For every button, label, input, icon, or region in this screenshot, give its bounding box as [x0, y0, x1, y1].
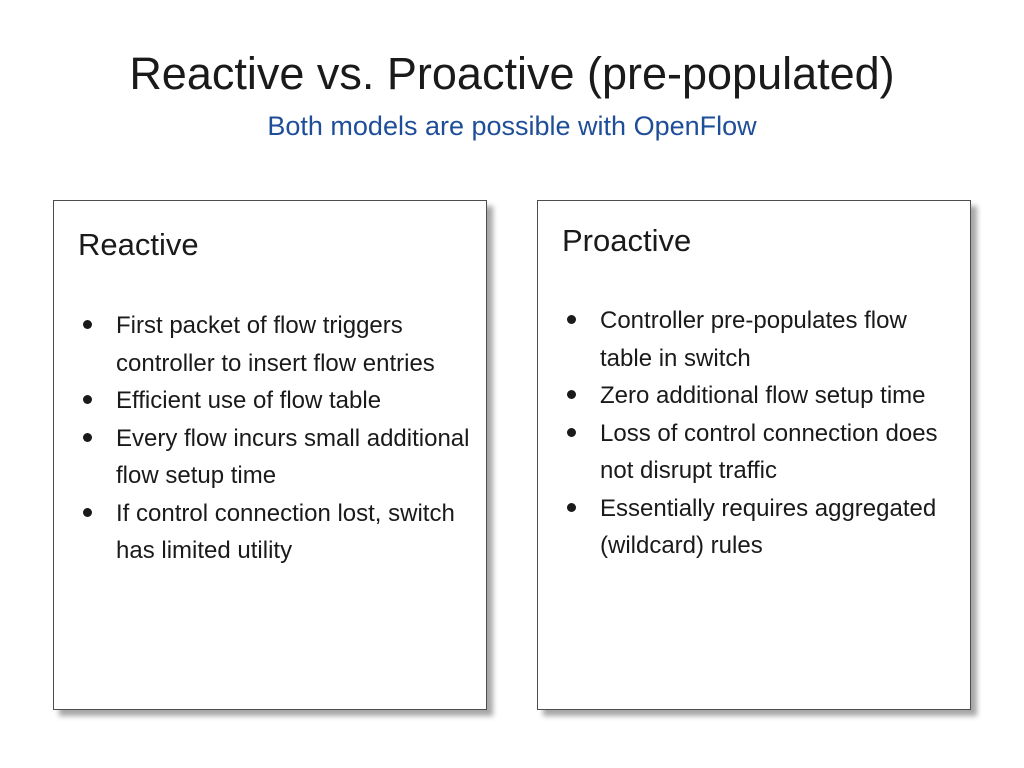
slide-title: Reactive vs. Proactive (pre-populated) — [129, 48, 895, 99]
bullet-dot-icon — [83, 320, 92, 329]
bullet-dot-icon — [567, 390, 576, 399]
reactive-bullet-item — [78, 420, 472, 495]
slide-subtitle: Both models are possible with OpenFlow — [267, 111, 757, 141]
bullet-text: Essentially requires aggregated (wildcard) rules — [600, 494, 937, 559]
reactive-bullet-list — [78, 307, 472, 570]
bullet-dot-icon — [567, 315, 576, 324]
proactive-bullet-item — [562, 302, 956, 377]
bullet-text: First packet of flow triggers controller to insert flow entries — [116, 312, 435, 377]
proactive-bullet-item — [562, 415, 956, 490]
reactive-bullet-item — [78, 495, 472, 570]
bullet-text: Every flow incurs small additional flow setup time — [116, 424, 470, 489]
bullet-dot-icon — [83, 433, 92, 442]
bullet-text: Efficient use of flow table — [116, 387, 382, 414]
reactive-panel — [53, 200, 487, 710]
bullet-dot-icon — [83, 508, 92, 517]
proactive-heading: Proactive — [562, 223, 692, 258]
proactive-bullet-item — [562, 377, 956, 415]
bullet-text: Zero additional flow setup time — [600, 382, 926, 409]
bullet-text: Controller pre-populates flow table in switch — [600, 307, 907, 372]
proactive-bullet-list — [562, 302, 956, 565]
reactive-heading: Reactive — [78, 227, 199, 262]
proactive-bullet-item — [562, 490, 956, 565]
bullet-dot-icon — [83, 395, 92, 404]
bullet-dot-icon — [567, 428, 576, 437]
reactive-bullet-item — [78, 382, 472, 420]
bullet-dot-icon — [567, 503, 576, 512]
proactive-panel — [537, 200, 971, 710]
reactive-bullet-item — [78, 307, 472, 382]
bullet-text: Loss of control connection does not disrupt traffic — [600, 419, 938, 484]
bullet-text: If control connection lost, switch has limited utility — [116, 499, 455, 564]
